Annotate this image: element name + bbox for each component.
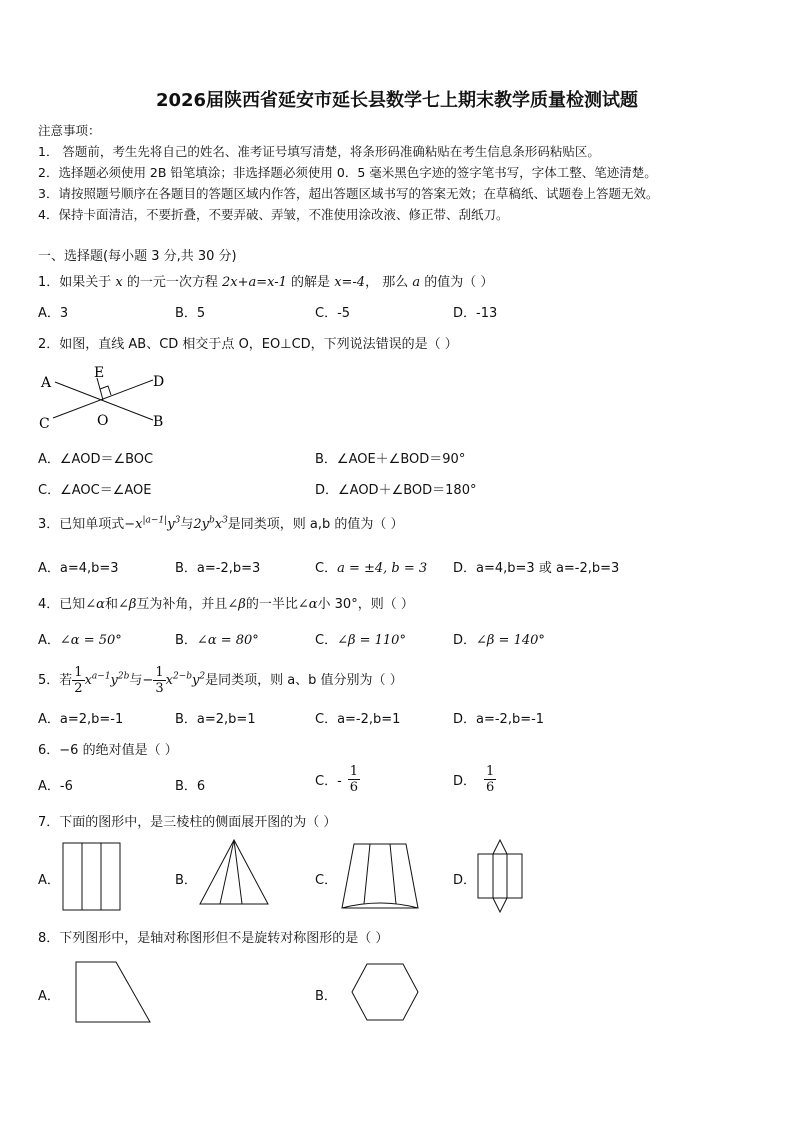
edge-2 bbox=[234, 840, 242, 904]
label-o: O bbox=[97, 413, 109, 429]
q6-c-den: 6 bbox=[349, 780, 359, 795]
q5-t2-base: x bbox=[165, 673, 173, 688]
q6-option-a[interactable]: A．-6 bbox=[38, 779, 73, 794]
question-1-stem bbox=[38, 271, 493, 290]
q5-fraction-1 bbox=[72, 665, 84, 696]
notice-heading: 注意事项： bbox=[38, 123, 101, 138]
q4-angle-beta-2: ∠β bbox=[227, 597, 246, 612]
q4-option-d[interactable] bbox=[453, 629, 545, 648]
q3-option-c-math: a = ±4, b = 3 bbox=[337, 561, 428, 576]
q4-angle-alpha-2: ∠α bbox=[297, 597, 318, 612]
q5-f2-den: 3 bbox=[155, 681, 164, 696]
q4-option-c[interactable] bbox=[315, 629, 406, 648]
q8-option-a[interactable]: A． bbox=[38, 989, 60, 1004]
q7-figure-c-frustum-net bbox=[340, 842, 420, 912]
label-e: E bbox=[94, 365, 105, 381]
q1-var-a: a bbox=[412, 275, 421, 290]
q5-option-c[interactable]: C．a=-2,b=1 bbox=[315, 712, 401, 727]
q4-option-c-label: C． bbox=[315, 633, 338, 648]
q4-option-b-math: ∠α = 80° bbox=[196, 633, 259, 648]
label-a: A bbox=[41, 375, 52, 391]
q7-figure-a-rectangles bbox=[62, 842, 122, 912]
label-d: D bbox=[153, 374, 165, 390]
q5-option-b[interactable]: B．a=2,b=1 bbox=[175, 712, 256, 727]
q5-t1-exp: a−1 bbox=[91, 671, 111, 682]
question-4-stem bbox=[38, 593, 414, 612]
q3-option-a[interactable]: A．a=4,b=3 bbox=[38, 561, 119, 576]
notice-item-3: 3．请按照题号顺序在各题目的答题区域内作答，超出答题区域书写的答案无效；在草稿纸、试题卷上答题无效。 bbox=[38, 186, 659, 201]
q7-option-c[interactable]: C． bbox=[315, 873, 338, 888]
q7-option-d[interactable]: D． bbox=[453, 873, 477, 888]
q5-negative-sign: − bbox=[142, 673, 154, 688]
q6-option-d-label: D． bbox=[453, 774, 477, 789]
q1-text-2: 的一元一次方程 bbox=[122, 275, 223, 290]
q4-text-4: 的一半比 bbox=[245, 597, 298, 612]
q3-m2-exp: b bbox=[208, 515, 215, 526]
outer-triangle bbox=[200, 840, 268, 904]
q2-option-c[interactable]: C．∠AOC＝∠AOE bbox=[38, 483, 152, 498]
q5-t1b-exp: 2b bbox=[117, 671, 130, 682]
edge-2 bbox=[390, 844, 396, 904]
q3-text-2: 与 bbox=[180, 517, 194, 532]
q3-option-b[interactable]: B．a=-2,b=3 bbox=[175, 561, 261, 576]
q8-figure-a-trapezoid bbox=[74, 960, 154, 1026]
q6-d-den: 6 bbox=[486, 780, 495, 795]
q3-text-1: 3．已知单项式 bbox=[38, 517, 125, 532]
q2-figure-intersecting-lines bbox=[35, 362, 175, 432]
q2-option-a[interactable]: A．∠AOD＝∠BOC bbox=[38, 452, 154, 467]
q6-option-d[interactable] bbox=[453, 764, 496, 795]
q3-option-c[interactable] bbox=[315, 557, 427, 576]
edge-1 bbox=[220, 840, 234, 904]
question-8-stem: 8．下列图形中，是轴对称图形但不是旋转对称图形的是（ ） bbox=[38, 931, 389, 946]
q5-term-1 bbox=[85, 673, 130, 688]
q3-m2b-base: x bbox=[214, 517, 223, 532]
label-c: C bbox=[39, 416, 50, 432]
q6-option-c-fraction bbox=[348, 764, 360, 795]
notice-item-2: 2．选择题必须使用 2B 铅笔填涂；非选择题必须使用 0．5 毫米黑色字迹的签字笔书写，字体工整、笔迹清楚。 bbox=[38, 165, 657, 180]
q2-option-b[interactable]: B．∠AOE＋∠BOD＝90° bbox=[315, 452, 466, 467]
q7-figure-b-pyramid-net bbox=[198, 838, 270, 908]
q5-f1-den: 2 bbox=[74, 681, 83, 696]
q1-solution: x=-4 bbox=[334, 275, 366, 290]
q1-var-x: x bbox=[115, 275, 123, 290]
q2-option-d[interactable]: D．∠AOD＋∠BOD＝180° bbox=[315, 483, 477, 498]
q3-monomial-1 bbox=[124, 517, 180, 532]
q5-text-2: 与 bbox=[129, 673, 143, 688]
q5-t2b-base: y bbox=[191, 673, 200, 688]
section-heading: 一、选择题(每小题 3 分,共 30 分) bbox=[38, 249, 237, 264]
q3-m1b-exp: 3 bbox=[174, 515, 181, 526]
q5-t2b-exp: 2 bbox=[199, 671, 206, 682]
outer-trapezoid bbox=[342, 844, 418, 908]
q1-text-4: ， 那么 bbox=[365, 275, 413, 290]
q3-m1-exp: |a−1| bbox=[142, 515, 168, 526]
q5-t2-exp: 2−b bbox=[172, 671, 192, 682]
q4-option-d-label: D． bbox=[453, 633, 477, 648]
q3-m1b-base: y bbox=[167, 517, 175, 532]
notice-item-1: 1． 答题前，考生先将自己的姓名、准考证号填写清楚，将条形码准确粘贴在考生信息条形码粘贴区。 bbox=[38, 144, 600, 159]
q8-option-b[interactable]: B． bbox=[315, 989, 337, 1004]
question-5-stem bbox=[38, 665, 403, 696]
q4-option-d-math: ∠β = 140° bbox=[476, 633, 545, 648]
q1-text-3: 的解是 bbox=[286, 275, 335, 290]
page-title: 2026届陕西省延安市延长县数学七上期末教学质量检测试题 bbox=[155, 90, 639, 111]
question-7-stem: 7．下面的图形中，是三棱柱的侧面展开图的为（ ） bbox=[38, 815, 337, 830]
q6-option-c-label: C．- bbox=[315, 774, 342, 789]
q7-option-a[interactable]: A． bbox=[38, 873, 60, 888]
q3-m2-base: 2y bbox=[193, 517, 209, 532]
q1-option-d[interactable]: D．-13 bbox=[453, 306, 498, 321]
outer-rectangle bbox=[63, 843, 120, 910]
question-3-stem bbox=[38, 513, 404, 532]
q6-c-num: 1 bbox=[349, 764, 359, 779]
q5-text-1: 5．若 bbox=[38, 673, 73, 688]
q1-text-1: 1．如果关于 bbox=[38, 275, 116, 290]
q4-option-c-math: ∠β = 110° bbox=[337, 633, 406, 648]
q1-option-b[interactable]: B．5 bbox=[175, 306, 206, 321]
q1-option-a[interactable]: A．3 bbox=[38, 306, 69, 321]
q4-option-b[interactable] bbox=[175, 629, 259, 648]
bottom-triangle bbox=[493, 898, 507, 912]
q3-monomial-2 bbox=[193, 517, 227, 532]
q5-term-2 bbox=[166, 673, 205, 688]
q5-fraction-2 bbox=[153, 665, 165, 696]
q8-figure-b-hexagon bbox=[350, 962, 420, 1024]
top-triangle bbox=[493, 840, 507, 854]
notice-item-4: 4．保持卡面清洁，不要折叠，不要弄破、弄皱，不准使用涂改液、修正带、刮纸刀。 bbox=[38, 207, 509, 222]
q4-text-5: 小 30°，则（ ） bbox=[317, 597, 414, 612]
q4-text-1: 4．已知 bbox=[38, 597, 86, 612]
q3-option-c-label: C． bbox=[315, 561, 338, 576]
bottom-curve bbox=[342, 903, 418, 908]
q4-option-a-math: ∠α = 50° bbox=[59, 633, 122, 648]
q4-text-2: 和 bbox=[104, 597, 118, 612]
q5-t1-base: x bbox=[84, 673, 92, 688]
q5-option-d[interactable]: D．a=-2,b=-1 bbox=[453, 712, 545, 727]
q3-text-3: 是同类项，则 a,b 的值为（ ） bbox=[227, 517, 404, 532]
q6-d-num: 1 bbox=[486, 764, 495, 779]
q6-option-b[interactable]: B．6 bbox=[175, 779, 206, 794]
q4-option-a[interactable] bbox=[38, 629, 122, 648]
q4-text-3: 互为补角，并且 bbox=[136, 597, 228, 612]
q6-option-c[interactable] bbox=[315, 764, 360, 795]
question-6-stem: 6．−6 的绝对值是（ ） bbox=[38, 743, 178, 758]
q5-text-3: 是同类项，则 a、b 值分别为（ ） bbox=[205, 673, 403, 688]
q1-option-c[interactable]: C．-5 bbox=[315, 306, 351, 321]
q5-f2-num: 1 bbox=[155, 665, 164, 680]
q3-option-d[interactable]: D．a=4,b=3 或 a=-2,b=3 bbox=[453, 561, 620, 576]
q1-equation: 2x+a=x-1 bbox=[222, 275, 287, 290]
right-trapezoid bbox=[76, 962, 150, 1022]
q1-text-5: 的值为（ ） bbox=[420, 275, 494, 290]
q4-option-b-label: B． bbox=[175, 633, 197, 648]
q4-angle-beta-1: ∠β bbox=[117, 597, 137, 612]
q4-option-a-label: A． bbox=[38, 633, 60, 648]
q3-m2b-exp: 3 bbox=[222, 515, 228, 526]
edge-1 bbox=[364, 844, 370, 904]
q7-figure-d-prism-net bbox=[474, 838, 526, 914]
q4-angle-alpha-1: ∠α bbox=[85, 597, 105, 612]
q5-f1-num: 1 bbox=[74, 665, 83, 680]
side-rectangle bbox=[478, 854, 522, 898]
q5-t1b-base: y bbox=[110, 673, 118, 688]
q7-option-b[interactable]: B． bbox=[175, 873, 197, 888]
label-b: B bbox=[153, 414, 164, 430]
q5-option-a[interactable]: A．a=2,b=-1 bbox=[38, 712, 124, 727]
question-2-stem: 2．如图，直线 AB、CD 相交于点 O，EO⊥CD，下列说法错误的是（ ） bbox=[38, 337, 458, 352]
q3-m1-base: −x bbox=[124, 517, 143, 532]
regular-hexagon bbox=[352, 964, 418, 1020]
q6-option-d-fraction bbox=[484, 764, 496, 795]
